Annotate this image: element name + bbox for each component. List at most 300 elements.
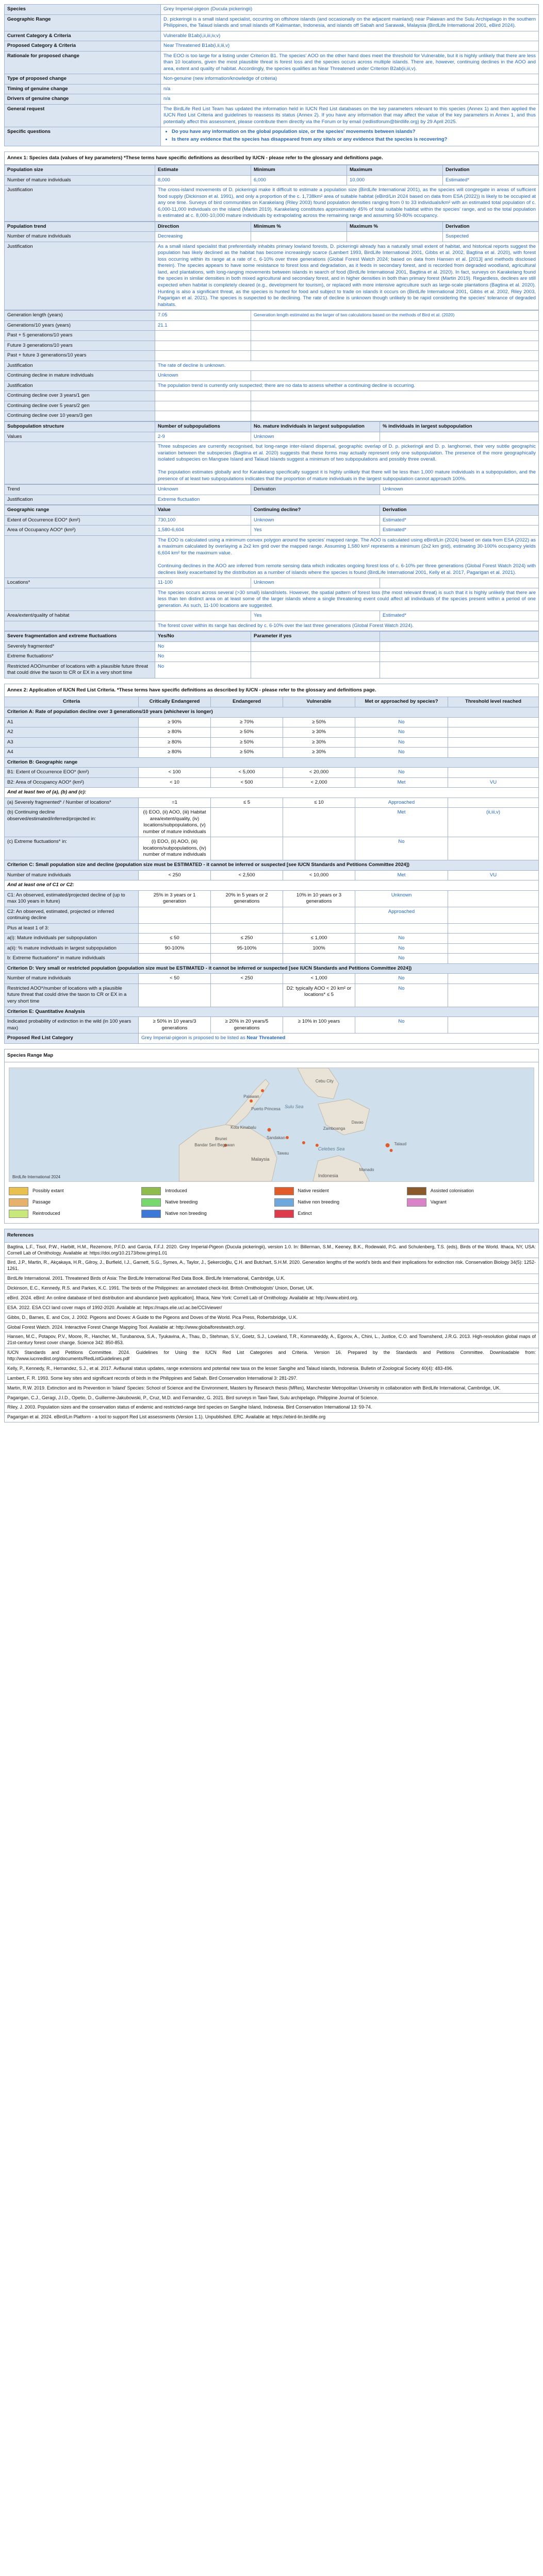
table-cell: ≤ 1,000 (283, 934, 355, 944)
table-cell: No (355, 974, 448, 984)
table-cell: < 50 (139, 974, 211, 984)
annex1-table (4, 151, 539, 165)
criterion-c (5, 860, 539, 871)
generation-row (5, 320, 539, 331)
reference-item: BirdLife International. 2001. Threatened Birds of Asia: The BirdLife International Red Data Book. BirdLife International, Cambridge, U.K. (4, 1274, 539, 1284)
trend-row (5, 232, 539, 242)
table-cell: Approached (355, 798, 448, 808)
row-value: 7.05 (155, 311, 251, 321)
annex2-title: Annex 2: Application of IUCN Red List Criteria. *These terms have specific definitions as described by IUCN - please refer to the glossary and definitions page. (5, 684, 539, 697)
column-header: Vulnerable (283, 697, 355, 707)
column-header: Population size (5, 165, 155, 176)
legend-item (274, 1187, 402, 1195)
table-cell: (c) Extreme fluctuations* in: (5, 837, 139, 860)
map-label: Kota Kinabalu (231, 1125, 256, 1130)
legend-label: Assisted colonisation (430, 1188, 474, 1194)
table-cell: No (355, 727, 448, 738)
frag-row (5, 662, 539, 678)
range-patch (268, 1128, 271, 1132)
row-label: Past + 5 generations/10 years (5, 331, 155, 341)
table-cell: Area of Occupancy AOO* (km²) (5, 526, 155, 536)
subpop-values-row (5, 432, 539, 442)
justification-text: The forest cover within its range has declined by c. 6-10% over the last three generations (Global Forest Watch 2024). (155, 621, 539, 631)
map-label: Palawan (243, 1094, 259, 1099)
legend-item (141, 1187, 269, 1195)
summary-label: General request (5, 104, 161, 127)
map-label: Sulu Sea (284, 1104, 304, 1110)
table-cell: ≥ 20% in 20 years/5 generations (211, 1017, 283, 1033)
criterion-row (5, 777, 539, 788)
criterion-heading: Criterion E: Quantitative Analysis (5, 1007, 539, 1017)
map-svg (9, 1068, 534, 1181)
table-cell: ≥ 80% (139, 748, 211, 758)
criterion-row (5, 923, 539, 934)
table-cell (211, 984, 283, 1007)
column-header: Value (155, 505, 251, 516)
frag-header (5, 632, 539, 642)
row-value: 21.1 (155, 320, 251, 331)
frag-row (5, 652, 539, 662)
table-cell: D2: typically AOO < 20 km² or locations* ≤ 5 (283, 984, 355, 1007)
table-cell (211, 923, 283, 934)
table-cell: Severely fragmented* (5, 641, 155, 652)
table-cell: Met (355, 870, 448, 880)
row-value (155, 341, 251, 351)
column-header: Geographic range (5, 505, 155, 516)
generation-row (5, 311, 539, 321)
row-value: Yes (251, 611, 380, 621)
map-label: Talaud (394, 1142, 407, 1147)
table-cell: Values (5, 432, 155, 442)
references-title: References (4, 1229, 539, 1243)
table-cell: a(ii): % mature individuals in largest subpopulation (5, 943, 139, 954)
generation-row (5, 391, 539, 401)
trend-justification-row (5, 242, 539, 310)
table-cell: ≥ 80% (139, 737, 211, 748)
table-cell: ≥ 90% (139, 717, 211, 727)
reference-item: Martin, R.W. 2019. Extinction and its Prevention in 'Island' Species: School of Science and the Environment, Masters by Research thesis (MRes), Manchester Metropolitan University in collaboration with BirdLife International, Cambridge, UK. (4, 1384, 539, 1394)
range-patch (386, 1143, 390, 1147)
table-cell (139, 984, 211, 1007)
reference-item: IUCN Standards and Petitions Committee. 2024. Guidelines for Using the IUCN Red List Categories and Criteria. Version 16. Prepared by the Standards and Petitions Committee. Downloadable from: http://www.iucnredlist.org/documents/RedListGuidelines.pdf (4, 1348, 539, 1364)
criterion-e (5, 1007, 539, 1017)
table-cell: < 10,000 (283, 870, 355, 880)
table-cell: Restricted AOO/number of locations with a plausible future threat that could drive the taxon to CR or EX in a very short time (5, 662, 155, 678)
column-header: Derivation (443, 165, 539, 176)
pop-size-row (5, 175, 539, 185)
map-label: Brunei (215, 1137, 227, 1142)
table-cell (283, 907, 355, 923)
table-cell: Plus at least 1 of 3: (5, 923, 139, 934)
summary-value: Vulnerable B1ab(i,ii,iii,iv,v) (161, 31, 539, 41)
table-cell: Indicated probability of extinction in the wild (in 100 years max) (5, 1017, 139, 1033)
range-patch (250, 1099, 253, 1103)
table-cell: A1 (5, 717, 139, 727)
table-cell (448, 907, 539, 923)
row-value (155, 351, 251, 361)
map-label: Sandakan (267, 1136, 285, 1141)
justification-text: The EOO is calculated using a minimum convex polygon around the species' mapped range. The AOO is calculated using eBird/Lin (2024) based on data from ESA (2022) as a maximum calculated by overlaying a 2x2 km grid over the mapped range. Assuming 1,580 km² represents a minimum (2x2 km grid), estimating 30-100% occupancy yields 6,604 km² for the maximum value. Continuing declines in the AOO are inferred from remote sensing data which indicates ongoing forest loss of c. 6-10% per three generations (Global Forest Watch 2024) with declines likely exacerbated by the distribution as a number of islands where the species is found (BirdLife International 2001, Kelly et al. 2017, Pagarigan et al. 2021). (155, 535, 539, 578)
specific-questions (161, 127, 539, 146)
table-cell (211, 837, 283, 860)
column-header: Minimum (251, 165, 347, 176)
table-cell: No (155, 652, 251, 662)
row-label: Trend (5, 485, 155, 495)
row-note (251, 331, 539, 341)
table-cell (347, 232, 443, 242)
criterion-row (5, 727, 539, 738)
table-cell: No (355, 984, 448, 1007)
legend-swatch (407, 1187, 426, 1195)
table-cell: Unknown (355, 890, 448, 907)
row-value: Extreme fluctuation (155, 495, 539, 505)
pop-size-justification-row (5, 185, 539, 222)
habitat-justification-row (5, 621, 539, 631)
range-map-box (4, 1049, 539, 1224)
table-cell: No (155, 641, 251, 652)
generation-row (5, 331, 539, 341)
table-cell: ≥ 50% (283, 717, 355, 727)
table-cell: 2-9 (155, 432, 251, 442)
legend-item (141, 1210, 269, 1218)
table-cell: ≤ 5 (211, 798, 283, 808)
table-cell: < 500 (211, 777, 283, 788)
trend2-table (4, 484, 539, 505)
table-cell: 95-100% (211, 943, 283, 954)
legend-item (407, 1187, 534, 1195)
table-cell (380, 641, 539, 652)
reference-item: Gibbs, D., Barnes, E. and Cox, J. 2002. Pigeons and Doves: A Guide to the Pigeons and Doves of the World. Pica Press, Robertsbridge, U.K. (4, 1313, 539, 1323)
legend-label: Reintroduced (32, 1211, 60, 1216)
criterion-a (5, 707, 539, 717)
table-cell: ≥ 70% (211, 717, 283, 727)
table-cell: Unknown (251, 432, 380, 442)
questions-list (163, 129, 536, 143)
justification-label (5, 442, 155, 484)
legend-item (9, 1198, 136, 1207)
row-value (155, 401, 251, 411)
range-patch (286, 1136, 289, 1139)
map-label: Cebu City (315, 1079, 334, 1084)
criterion-row (5, 954, 539, 964)
summary-label: Specific questions (5, 127, 161, 146)
map-credit: BirdLife International 2024 (12, 1175, 61, 1180)
legend-swatch (9, 1187, 28, 1195)
row-value (155, 411, 251, 421)
column-header: No. mature individuals in largest subpopulation (251, 421, 380, 432)
table-cell (139, 907, 211, 923)
table-cell (448, 954, 539, 964)
table-cell: 25% in 3 years or 1 generation (139, 890, 211, 907)
proposed-category-label: Proposed Red List Category (5, 1033, 139, 1044)
row-label: Generation length (years) (5, 311, 155, 321)
table-cell: 8,000 (155, 175, 251, 185)
table-cell: No (355, 837, 448, 860)
table-cell (448, 923, 539, 934)
legend-swatch (9, 1210, 28, 1218)
row-note (251, 371, 539, 381)
range-justification-row (5, 535, 539, 578)
legend-label: Native breeding (165, 1199, 198, 1205)
justification-label: Justification (5, 185, 155, 222)
summary-row (5, 104, 539, 127)
proposed-category-row (5, 1033, 539, 1044)
column-header: Direction (155, 222, 251, 232)
legend-swatch (141, 1198, 161, 1207)
summary-row (5, 94, 539, 105)
table-cell: A3 (5, 737, 139, 748)
table-cell: No (155, 662, 251, 678)
summary-label: Type of proposed change (5, 74, 161, 84)
table-cell (448, 934, 539, 944)
map-label: Davao (351, 1120, 364, 1125)
row-value: Estimated* (380, 611, 539, 621)
summary-label: Drivers of genuine change (5, 94, 161, 105)
criterion-subheading (5, 788, 539, 798)
locations-justification-row (5, 588, 539, 611)
reference-item: Global Forest Watch. 2024. Interactive Forest Change Mapping Tool. Available at: http://www.globalforestwatch.org/. (4, 1323, 539, 1333)
justification-label (5, 621, 155, 631)
reference-item: Pagarigan, C.J., Geragi, J.I.D., Opetio, D., Guillerme-Jakubowski, P., Cruz, M.D. and Fernandez, G. 2021. Bird surveys in Tawi-Tawi, Sulu archipelago. Philippine Journal of Science. (4, 1394, 539, 1403)
reference-item: ESA. 2022. ESA CCI land cover maps of 1992-2020. Available at: https://maps.elie.ucl.ac.be/CCI/viewer/ (4, 1303, 539, 1313)
column-header: Estimate (155, 165, 251, 176)
table-cell (251, 232, 347, 242)
legend-swatch (407, 1198, 426, 1207)
reference-item: Lambert, F. R. 1993. Some key sites and significant records of birds in the Philippines and Sabah. Bird Conservation International 3: 281-297. (4, 1374, 539, 1384)
table-cell: ≥ 80% (139, 727, 211, 738)
column-header (380, 632, 539, 642)
column-header: Maximum (347, 165, 443, 176)
summary-value: The BirdLife Red List Team has updated the information held in IUCN Red List databases on the key parameters relevant to this species (Annex 1) and then applied the IUCN Red List Criteria and guidelines to reassess its status (Annex 2). If you have any information that may affect the value of the key parameters in Annex 1, and thus potentially affect this assessment, please contribute them directly via the Forum or by email (redlistforum@birdlife.org) by 29 April 2025. (161, 104, 539, 127)
column-header: Derivation (443, 222, 539, 232)
row-value (380, 578, 539, 588)
table-cell: < 250 (211, 974, 283, 984)
range-row (5, 515, 539, 526)
summary-value: The EOO is too large for a listing under Criterion B1. The species' AOO on the other hand does meet the threshold for Vulnerable, but it is highly unlikely that there are less than 10 locations, given the most plausible threat is forest loss and the species occurs across multiple islands. There are, however, continuing declines in the AOO and area, extent and quality of habitat. Accordingly, the species qualifies as Near Threatened under Criterion B2ab(ii,iii,v). (161, 51, 539, 74)
column-header: Threshold level reached (448, 697, 539, 707)
legend-item (407, 1198, 534, 1207)
criterion-row (5, 768, 539, 778)
table-cell (283, 954, 355, 964)
criterion-b (5, 757, 539, 768)
table-cell: 730,100 (155, 515, 251, 526)
proposed-category: Near Threatened (246, 1035, 286, 1041)
annex2-header (5, 697, 539, 707)
geographic-range-table (4, 505, 539, 631)
table-cell: Approached (355, 907, 448, 923)
table-cell (448, 984, 539, 1007)
criterion-row (5, 737, 539, 748)
row-label: Area/extent/quality of habitat (5, 611, 155, 621)
row-extra: Unknown (380, 485, 539, 495)
row-value: Unknown (251, 578, 380, 588)
table-cell: B2: Area of Occupancy AOO* (km²) (5, 777, 139, 788)
table-cell: Extreme fluctuations* (5, 652, 155, 662)
table-cell (211, 954, 283, 964)
table-cell: C1: An observed, estimated/projected decline of (up to max 100 years in future) (5, 890, 139, 907)
table-cell: Met (355, 777, 448, 788)
table-cell: Estimated* (443, 175, 539, 185)
table-cell: No (355, 943, 448, 954)
justification-label (5, 588, 155, 611)
range-row (5, 526, 539, 536)
column-header: Maximum % (347, 222, 443, 232)
fragmentation-table (4, 631, 539, 679)
criterion-row (5, 808, 539, 837)
table-cell (251, 641, 380, 652)
table-cell (448, 798, 539, 808)
proposed-prefix: Grey Imperial-pigeon is proposed to be listed as (141, 1035, 247, 1041)
row-note (251, 341, 539, 351)
map-label: Manado (359, 1167, 374, 1173)
table-cell: Yes (251, 526, 380, 536)
table-cell: Unknown (251, 515, 380, 526)
table-cell: ≥ 50% (211, 737, 283, 748)
summary-row (5, 74, 539, 84)
question-item: • Do you have any information on the global population size, or the species' movements between islands? (172, 129, 536, 135)
column-header: Critically Endangered (139, 697, 211, 707)
summary-label: Current Category & Criteria (5, 31, 161, 41)
table-cell: < 5,000 (211, 768, 283, 778)
row-label: Continuing decline in mature individuals (5, 371, 155, 381)
table-cell: 20% in 5 years or 2 generations (211, 890, 283, 907)
legend-item (274, 1210, 402, 1218)
table-cell (448, 737, 539, 748)
reference-item: eBird. 2024. eBird: An online database of bird distribution and abundance [web application]. Ithaca, New York: Cornell Lab of Ornithology. Available at: http://www.ebird.org. (4, 1294, 539, 1303)
row-label: Locations* (5, 578, 155, 588)
habitat-row (5, 611, 539, 621)
annex2-title-row (5, 684, 539, 697)
summary-label: Timing of genuine change (5, 84, 161, 94)
generation-row (5, 381, 539, 391)
row-note (251, 411, 539, 421)
range-map (9, 1067, 534, 1182)
summary-row (5, 127, 539, 146)
legend-label: Extinct (298, 1211, 312, 1216)
legend-label: Introduced (165, 1188, 187, 1194)
criterion-row (5, 943, 539, 954)
table-cell (283, 837, 355, 860)
column-header: Severe fragmentation and extreme fluctuations (5, 632, 155, 642)
row-note (251, 320, 539, 331)
criterion-row (5, 837, 539, 860)
table-cell (211, 808, 283, 837)
table-cell: Number of mature individuals (5, 974, 139, 984)
table-cell: 100% (283, 943, 355, 954)
trend2-row (5, 485, 539, 495)
criterion-row (5, 748, 539, 758)
row-value: 11-100 (155, 578, 251, 588)
table-cell (355, 923, 448, 934)
row-note (251, 391, 539, 401)
table-cell (139, 923, 211, 934)
generation-row (5, 341, 539, 351)
reference-item: Bagtina, L.F., Tisol, P.W., Harbitt, H.M., Rezemore, P.F.D. and Garcia, F.F.J. 2020. Grey Imperial-Pigeon (Ducula pickeringii), version 1.0. In: Billerman, S.M., Keeney, B.K., Rodewald, P.G. and Schulenberg, T.S. (eds), Birds of the World. Ithaca, NY, USA: Cornell Lab of Ornithology. Available at: https://doi.org/10.2173/bow.grimp1.01 (4, 1243, 539, 1259)
summary-value: n/a (161, 94, 539, 105)
table-cell: (i) EOO, (ii) AOO, (iii) Habitat area/extent/quality, (iv) locations/subpopulations, (v) number of mature individuals (139, 808, 211, 837)
column-header: Derivation (380, 505, 539, 516)
table-cell: Suspected (443, 232, 539, 242)
table-cell: Extent of Occurrence EOO* (km²) (5, 515, 155, 526)
legend-swatch (274, 1210, 294, 1218)
column-header: Parameter if yes (251, 632, 380, 642)
summary-value: Grey Imperial-pigeon (Ducula pickeringii) (161, 5, 539, 15)
trend2-row (5, 495, 539, 505)
table-cell: b: Extreme fluctuations* in mature individuals (5, 954, 139, 964)
table-cell: ≥ 50% (211, 727, 283, 738)
generation-row (5, 371, 539, 381)
map-label: Celebes Sea (318, 1146, 345, 1152)
column-header: Criteria (5, 697, 139, 707)
table-cell: ≥ 30% (283, 748, 355, 758)
table-cell (251, 652, 380, 662)
table-cell: VU (448, 870, 539, 880)
table-cell: Restricted AOO*/number of locations with a plausible future threat that could drive the taxon to CR or EX in a very short time (5, 984, 139, 1007)
table-cell: 10% in 10 years or 3 generations (283, 890, 355, 907)
criterion-subheading-text: And at least one of C1 or C2: (5, 880, 539, 891)
summary-value: Non-genuine (new information/knowledge of criteria) (161, 74, 539, 84)
column-header: Minimum % (251, 222, 347, 232)
table-cell: < 20,000 (283, 768, 355, 778)
table-cell: No (355, 748, 448, 758)
table-cell: No (355, 737, 448, 748)
table-cell: 90-100% (139, 943, 211, 954)
criterion-subheading (5, 880, 539, 891)
row-value: The rate of decline is unknown. (155, 361, 539, 371)
criterion-row (5, 870, 539, 880)
summary-row (5, 5, 539, 15)
map-label: Zamboanga (323, 1126, 345, 1131)
table-cell (448, 974, 539, 984)
legend-label: Passage (32, 1199, 51, 1205)
trend-header (5, 222, 539, 232)
table-cell: ≥ 30% (283, 737, 355, 748)
legend-swatch (274, 1187, 294, 1195)
pop-size-header (5, 165, 539, 176)
legend-label: Native non breeding (298, 1199, 340, 1205)
criterion-heading: Criterion D: Very small or restricted population (population size must be ESTIMATED - it cannot be inferred or suspected [see IUCN Standards and Petitions Committee 2024]) (5, 963, 539, 974)
table-cell: < 250 (139, 870, 211, 880)
table-cell: ≥ 30% (283, 727, 355, 738)
subpopulation-table (4, 421, 539, 484)
range-patch (302, 1141, 305, 1144)
map-title: Species Range Map (5, 1049, 538, 1063)
table-cell: < 2,000 (283, 777, 355, 788)
row-value: Unknown (155, 485, 251, 495)
table-cell: Number of mature individuals (5, 175, 155, 185)
reference-item: Hansen, M.C., Potapov, P.V., Moore, R., Hancher, M., Turubanova, S.A., Tyukavina, A., Thau, D., Stehman, S.V., Goetz, S.J., Loveland, T.R., Kommareddy, A., Egorov, A., Chini, L., Justice, C.O. and Townshend, J.R.G. 2013. High-resolution global maps of 21st-century forest cover change. Science 342: 850-853. (4, 1332, 539, 1348)
row-note (251, 401, 539, 411)
frag-row (5, 641, 539, 652)
table-cell: ≤ 10 (283, 798, 355, 808)
population-trend-table (4, 222, 539, 310)
table-cell: < 100 (139, 768, 211, 778)
criterion-row (5, 974, 539, 984)
table-cell (448, 890, 539, 907)
legend-label: Vagrant (430, 1199, 447, 1205)
range-header (5, 505, 539, 516)
map-label: Indonesia (318, 1173, 338, 1179)
assessment-document (4, 4, 539, 1422)
legend-item (9, 1187, 136, 1195)
criterion-subheading-text: And at least two of (a), (b) and (c): (5, 788, 539, 798)
row-note (251, 351, 539, 361)
map-label: Tawau (276, 1151, 289, 1156)
row-value: Unknown (155, 371, 251, 381)
summary-value: Near Threatened B1ab(i,ii,iii,v) (161, 41, 539, 52)
row-extra-label: Derivation (251, 485, 380, 495)
criterion-row (5, 717, 539, 727)
